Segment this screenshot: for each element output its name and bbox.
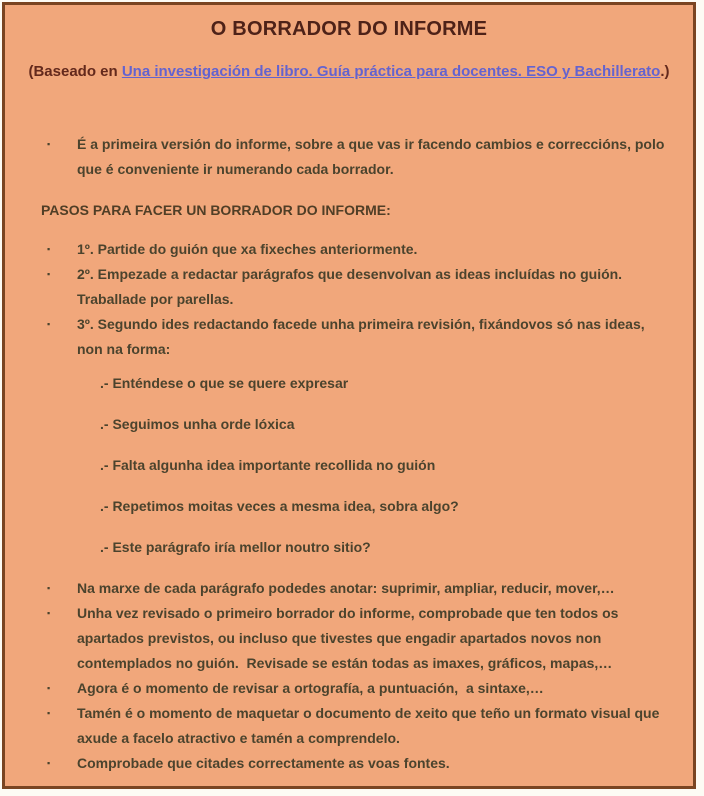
list-item [5,701,693,751]
list-item [5,262,693,312]
list-item [5,312,693,362]
list-item [5,132,693,182]
bullet-square-icon: ▪ [47,319,51,329]
check-item: .- Seguimos unha orde lóxica [100,416,295,432]
bullet-square-icon: ▪ [47,583,51,593]
bullet-square-icon: ▪ [47,758,51,768]
list-item-text: 3º. Segundo ides redactando facede unha primeira revisión, fixándovos só nas ideas, non na forma: [77,316,649,357]
list-item [5,237,693,262]
source-link[interactable]: Una investigación de libro. Guía práctica para docentes. ESO y Bachillerato [121,63,661,80]
bullet-square-icon: ▪ [47,683,51,693]
revision-checks-list [5,371,693,560]
list-item-text: 1º. Partide do guión que xa fixeches anteriormente. [77,241,418,257]
subtitle [5,62,693,82]
list-item-text: Na marxe de cada parágrafo podedes anotar: suprimir, ampliar, reducir, mover,… [77,580,615,596]
list-item [5,751,693,776]
bullet-square-icon: ▪ [47,269,51,279]
final-list [5,576,693,776]
bullet-square-icon: ▪ [47,139,51,149]
list-item-text: É a primeira versión do informe, sobre a que vas ir facendo cambios e correccións, polo que é conveniente ir numerando cada borrador. [77,136,669,177]
bullet-square-icon: ▪ [47,708,51,718]
check-item: .- Este parágrafo iría mellor noutro sitio? [100,539,371,555]
check-item: .- Repetimos moitas veces a mesma idea, sobra algo? [100,498,459,514]
slide-frame [2,2,696,789]
list-item [5,676,693,701]
section-heading: PASOS PARA FACER UN BORRADOR DO INFORME: [41,202,391,218]
list-item-text: Unha vez revisado o primeiro borrador do informe, comprobade que ten todos os apartados previstos, ou incluso que tivestes que engadir apartados novos non contemplados no guión. Revisade se están todas as imaxes, gráficos, mapas,… [77,605,623,671]
bullet-square-icon: ▪ [47,244,51,254]
subtitle-prefix: (Baseado en [28,63,122,80]
list-item-text: Comprobade que citades correctamente as voas fontes. [77,755,450,771]
list-item [5,576,693,601]
list-item [5,601,693,676]
check-item: .- Enténdese o que se quere expresar [100,375,349,391]
subtitle-suffix: .) [660,63,670,80]
list-item-text: Agora é o momento de revisar a ortografía, a puntuación, a sintaxe,… [77,680,544,696]
check-item: .- Falta algunha idea importante recollida no guión [100,457,436,473]
steps-list [5,237,693,362]
intro-section [5,132,693,182]
bullet-square-icon: ▪ [47,608,51,618]
list-item-text: Tamén é o momento de maquetar o documento de xeito que teño un formato visual que axude a facelo atractivo e tamén a comprendelo. [77,705,664,746]
list-item-text: 2º. Empezade a redactar parágrafos que desenvolvan as ideas incluídas no guión. Traballade por parellas. [77,266,626,307]
page-title: O BORRADOR DO INFORME [210,18,488,40]
